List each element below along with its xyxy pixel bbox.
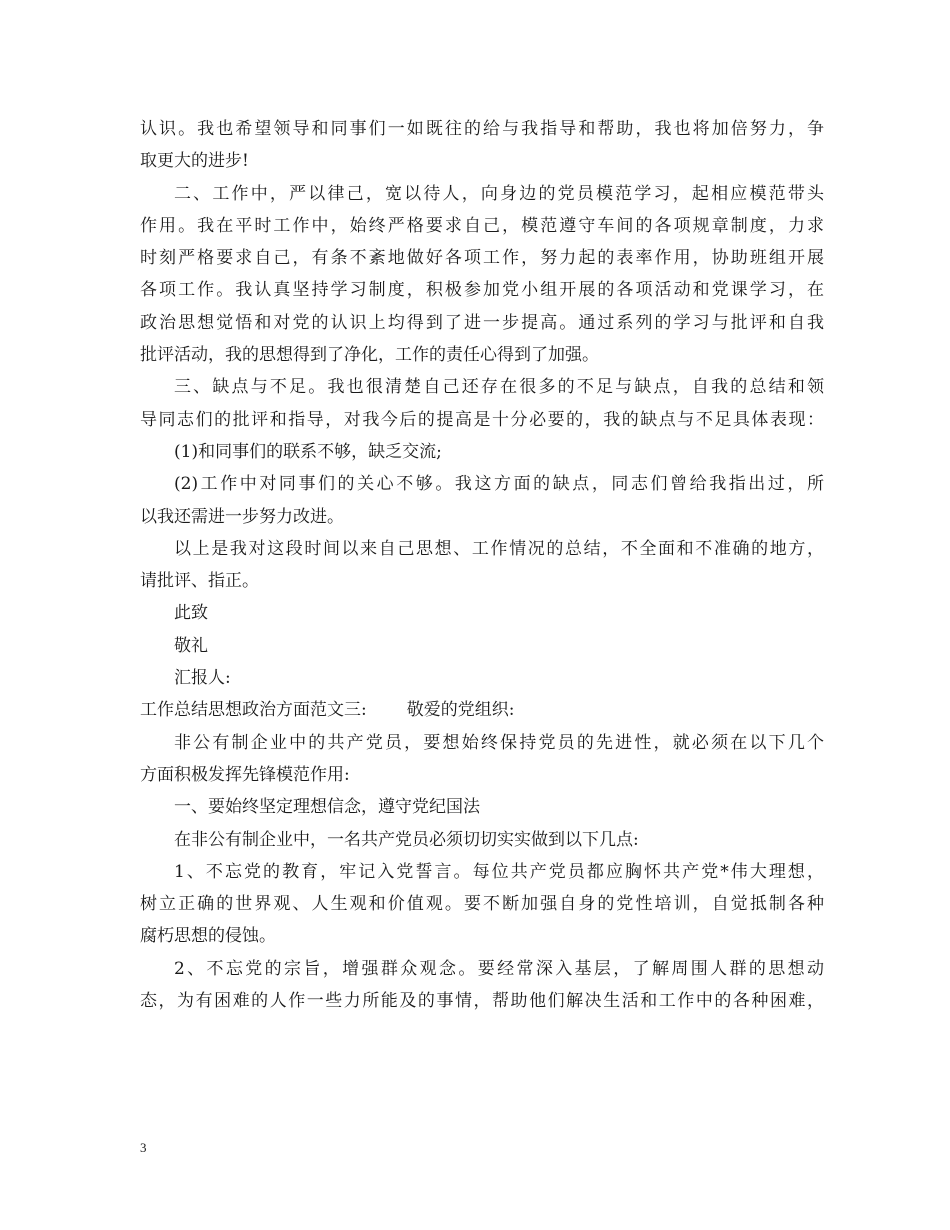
document-body (140, 113, 824, 1017)
text-line: 态，为有困难的人作一些力所能及的事情，帮助他们解决生活和工作中的各种困难， (140, 991, 824, 1012)
text-line: 作用。我在平时工作中，始终严格要求自己，模范遵守车间的各项规章制度，力求 (140, 215, 824, 236)
text-line: 此致 (174, 603, 208, 624)
text-line: 一、要始终坚定理想信念，遵守党纪国法 (174, 797, 480, 818)
text-line: 取更大的进步! (140, 151, 249, 172)
text-line: 导同志们的批评和指导，对我今后的提高是十分必要的，我的缺点与不足具体表现： (140, 409, 824, 430)
text-line: 敬礼 (174, 635, 208, 656)
page-number: 3 (140, 1140, 147, 1155)
text-line: (1)和同事们的联系不够，缺乏交流; (174, 441, 442, 462)
text-block-before (140, 113, 824, 694)
text-line: 汇报人: (174, 668, 231, 689)
text-line: 批评活动，我的思想得到了净化，工作的责任心得到了加强。 (140, 345, 599, 366)
section-heading: 工作总结思想政治方面范文三: (140, 700, 367, 721)
text-line: 树立正确的世界观、人生观和价值观。要不断加强自身的党性培训，自觉抵制各种 (140, 894, 824, 915)
section-heading-line (140, 694, 824, 726)
salutation: 敬爱的党组织: (406, 700, 515, 721)
text-line: 各项工作。我认真坚持学习制度，积极参加党小组开展的各项活动和党课学习，在 (140, 280, 824, 301)
text-line: 方面积极发挥先锋模范作用: (140, 764, 350, 785)
text-line: 2、不忘党的宗旨，增强群众观念。要经常深入基层，了解周围人群的思想动 (174, 958, 824, 979)
text-block-after (140, 727, 824, 1018)
text-line: 腐朽思想的侵蚀。 (140, 926, 276, 947)
text-line: 三、缺点与不足。我也很清楚自己还存在很多的不足与缺点，自我的总结和领 (174, 377, 824, 398)
text-line: (2)工作中对同事们的关心不够。我这方面的缺点，同志们曾给我指出过，所 (174, 474, 824, 495)
text-line: 认识。我也希望领导和同事们一如既往的给与我指导和帮助，我也将加倍努力，争 (140, 119, 824, 139)
text-line: 非公有制企业中的共产党员，要想始终保持党员的先进性，就必须在以下几个 (174, 732, 824, 753)
text-line: 以我还需进一步努力改进。 (140, 506, 344, 527)
text-line: 请批评、指正。 (140, 571, 259, 592)
text-line: 以上是我对这段时间以来自己思想、工作情况的总结，不全面和不准确的地方， (174, 538, 824, 559)
text-line: 1、不忘党的教育，牢记入党誓言。每位共产党员都应胸怀共产党*伟大理想， (174, 861, 824, 882)
text-line: 政治思想觉悟和对党的认识上均得到了进一步提高。通过系列的学习与批评和自我 (140, 312, 824, 333)
text-line: 在非公有制企业中，一名共产党员必须切切实实做到以下几点: (174, 829, 639, 850)
text-line: 时刻严格要求自己，有条不紊地做好各项工作，努力起的表率作用，协助班组开展 (140, 248, 824, 269)
text-line: 二、工作中，严以律己，宽以待人，向身边的党员模范学习，起相应模范带头 (174, 183, 824, 204)
